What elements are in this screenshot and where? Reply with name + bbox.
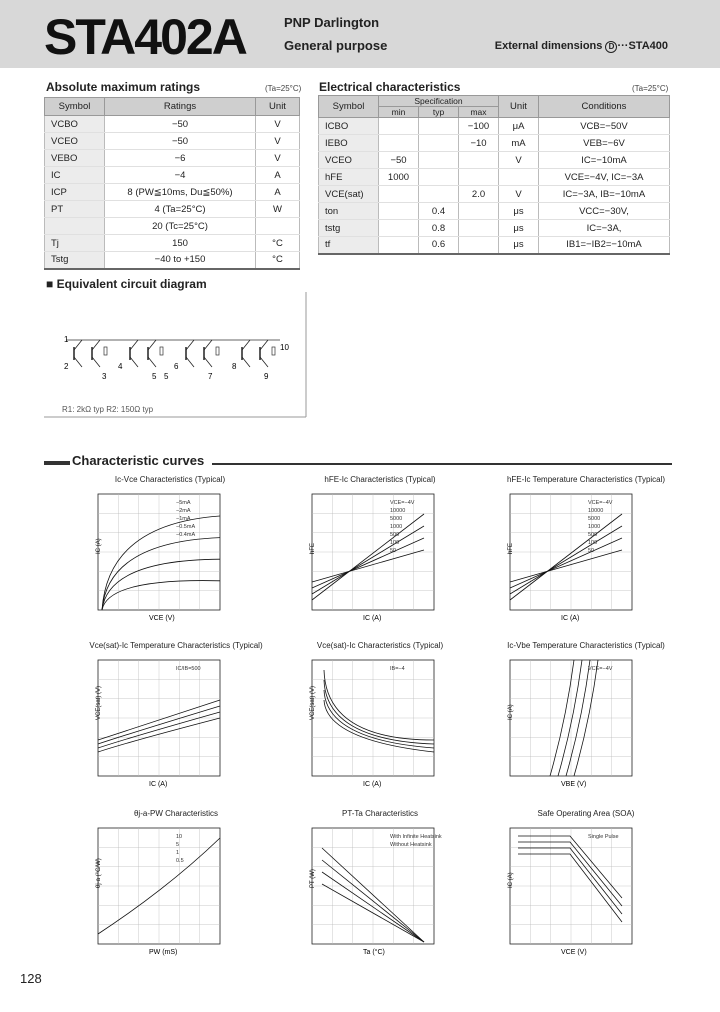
resistor — [160, 347, 163, 355]
curve-label: 50 — [588, 548, 595, 554]
x-axis-label: VCE (V) — [149, 615, 175, 622]
circuit-note: R1: 2kΩ typ R2: 150Ω typ — [62, 405, 154, 414]
abs-row — [45, 133, 300, 150]
elec-typ: 0.6 — [419, 237, 459, 254]
elec-symbol: VCE(sat) — [319, 186, 379, 203]
elec-unit: μA — [499, 118, 539, 135]
elec-max: −10 — [459, 135, 499, 152]
curve-label: −2mA — [176, 508, 191, 514]
package-d-icon: D — [605, 41, 617, 53]
curve-label: VCE=−4V — [588, 666, 613, 672]
pin-label: 10 — [280, 343, 289, 352]
abs-unit: V — [256, 133, 300, 150]
curve-label: 500 — [390, 532, 400, 538]
abs-row — [45, 235, 300, 252]
transistor-collector — [204, 340, 212, 350]
pin-label: 9 — [264, 372, 269, 381]
circuit-title: ■ Equivalent circuit diagram — [46, 277, 207, 291]
abs-row — [45, 252, 300, 269]
curve-label: Without Heatsink — [390, 842, 432, 848]
abs-symbol: Tj — [45, 235, 105, 252]
abs-header: Ratings — [105, 98, 256, 116]
elec-min: 1000 — [379, 169, 419, 186]
elec-row — [319, 203, 670, 220]
part-number: STA402A — [44, 9, 246, 65]
abs-unit: °C — [256, 252, 300, 269]
elec-unit: μs — [499, 203, 539, 220]
abs-rating: −6 — [105, 150, 256, 167]
y-axis-label: VCE(sat) (V) — [96, 685, 102, 720]
y-axis-label: IC (A) — [508, 704, 514, 720]
elec-symbol: tstg — [319, 220, 379, 237]
transistor-emitter — [92, 357, 100, 367]
abs-unit: A — [256, 167, 300, 184]
elec-max — [459, 169, 499, 186]
curve-label: 50 — [390, 548, 397, 554]
elec-symbol: IEBO — [319, 135, 379, 152]
curve-label: With Infinite Heatsink — [390, 834, 442, 840]
elec-condition: IC=−3A, — [539, 220, 670, 237]
elec-min: −50 — [379, 152, 419, 169]
abs-unit — [256, 218, 300, 235]
elec-condition: VCB=−50V — [539, 118, 670, 135]
abs-row — [45, 201, 300, 218]
elec-max: −100 — [459, 118, 499, 135]
abs-symbol: ICP — [45, 184, 105, 201]
transistor-collector — [74, 340, 82, 350]
abs-symbol: IC — [45, 167, 105, 184]
x-axis-label: IC (A) — [561, 615, 580, 622]
spec-sub: typ — [419, 107, 459, 118]
elec-table — [318, 95, 670, 255]
abs-row — [45, 116, 300, 133]
elec-unit: V — [499, 186, 539, 203]
elec-unit — [499, 169, 539, 186]
x-axis-label: VBE (V) — [561, 781, 587, 788]
chart-plot — [80, 658, 220, 798]
elec-unit: μs — [499, 237, 539, 254]
curve-label: 5 — [176, 842, 180, 848]
elec-max — [459, 237, 499, 254]
elec-typ — [419, 135, 459, 152]
curve-label: −5mA — [176, 500, 191, 506]
elec-symbol: ICBO — [319, 118, 379, 135]
chart-plot — [80, 826, 220, 966]
abs-symbol: PT — [45, 201, 105, 218]
chart-plot — [80, 492, 220, 632]
elec-min — [379, 135, 419, 152]
transistor-emitter — [148, 357, 156, 367]
elec-condition: IB1=−IB2=−10mA — [539, 237, 670, 254]
y-axis-label: IC (A) — [508, 872, 514, 888]
elec-header: Conditions — [539, 96, 670, 118]
device-type: PNP Darlington — [284, 15, 380, 30]
ext-dim-label: External dimensions — [494, 40, 603, 52]
elec-condition: VCC=−30V, — [539, 203, 670, 220]
chart-title: Safe Operating Area (SOA) — [537, 809, 635, 818]
resistor — [104, 347, 107, 355]
abs-header: Symbol — [45, 98, 105, 116]
elec-title: Electrical characteristics — [319, 80, 461, 94]
chart-title: Vce(sat)-Ic Characteristics (Typical) — [316, 641, 444, 650]
elec-header: Unit — [499, 96, 539, 118]
y-axis-label: hFE — [508, 542, 514, 554]
resistor — [272, 347, 275, 355]
elec-row — [319, 237, 670, 254]
abs-row — [45, 184, 300, 201]
spec-sub: max — [459, 107, 499, 118]
abs-symbol: VCEO — [45, 133, 105, 150]
transistor-emitter — [74, 357, 82, 367]
elec-symbol: VCEO — [319, 152, 379, 169]
curve-label: 5000 — [390, 516, 403, 522]
elec-row — [319, 152, 670, 169]
elec-typ: 0.4 — [419, 203, 459, 220]
elec-row — [319, 135, 670, 152]
abs-rating: −50 — [105, 133, 256, 150]
elec-unit: μs — [499, 220, 539, 237]
elec-typ — [419, 152, 459, 169]
abs-unit: V — [256, 150, 300, 167]
elec-typ — [419, 169, 459, 186]
circuit-diagram — [44, 292, 306, 420]
curve-label: VCE=−4V — [390, 500, 415, 506]
pin-label: 6 — [174, 362, 179, 371]
circuit-title-text: Equivalent circuit diagram — [56, 277, 207, 291]
x-axis-label: IC (A) — [149, 781, 168, 788]
abs-unit: °C — [256, 235, 300, 252]
abs-table — [44, 97, 300, 270]
elec-condition: IC=−3A, IB=−10mA — [539, 186, 670, 203]
chart-title: hFE-Ic Temperature Characteristics (Typical) — [506, 475, 666, 484]
transistor-collector — [186, 340, 194, 350]
chart-title: hFE-Ic Characteristics (Typical) — [324, 475, 436, 484]
elec-typ: 0.8 — [419, 220, 459, 237]
transistor-collector — [242, 340, 250, 350]
x-axis-label: VCE (V) — [561, 949, 587, 956]
abs-unit: A — [256, 184, 300, 201]
elec-row — [319, 118, 670, 135]
external-dimensions: External dimensions D ···STA400 — [494, 40, 668, 52]
abs-rating: 20 (Tc=25°C) — [105, 218, 256, 235]
transistor-collector — [260, 340, 268, 350]
elec-min — [379, 186, 419, 203]
resistor — [216, 347, 219, 355]
spec-sub: min — [379, 107, 419, 118]
transistor-collector — [92, 340, 100, 350]
abs-row — [45, 167, 300, 184]
abs-rating: −50 — [105, 116, 256, 133]
x-axis-label: IC (A) — [363, 781, 382, 788]
abs-unit: W — [256, 201, 300, 218]
pin-label: 4 — [118, 362, 123, 371]
curve-label: 100 — [588, 540, 598, 546]
abs-title: Absolute maximum ratings — [46, 80, 201, 94]
elec-typ — [419, 118, 459, 135]
elec-min — [379, 118, 419, 135]
chart-plot — [492, 826, 632, 966]
elec-row — [319, 169, 670, 186]
chart-plot — [294, 658, 434, 798]
pin-label: 1 — [64, 335, 69, 344]
elec-condition: IC=−10mA — [539, 152, 670, 169]
y-axis-label: IC (A) — [96, 538, 102, 554]
x-axis-label: PW (mS) — [149, 949, 178, 956]
abs-rating: −40 to +150 — [105, 252, 256, 269]
elec-symbol: ton — [319, 203, 379, 220]
x-axis-label: Ta (°C) — [363, 949, 385, 956]
elec-unit: mA — [499, 135, 539, 152]
curve-label: IB=−4 — [390, 666, 405, 672]
pin-label: 2 — [64, 362, 69, 371]
elec-max — [459, 203, 499, 220]
elec-row — [319, 220, 670, 237]
elec-max — [459, 152, 499, 169]
chart-title: PT-Ta Characteristics — [341, 809, 419, 818]
chart-title: Ic-Vbe Temperature Characteristics (Typical) — [507, 641, 665, 650]
curve-label: −0.4mA — [176, 532, 196, 538]
curve-label: IC/IB=500 — [176, 666, 201, 672]
curve-label: −0.5mA — [176, 524, 196, 530]
transistor-emitter — [204, 357, 212, 367]
curves-title: Characteristic curves — [72, 453, 205, 468]
x-axis-label: IC (A) — [363, 615, 382, 622]
chart-plot — [492, 658, 632, 798]
curve-label: −1mA — [176, 516, 191, 522]
chart-title: θj-a-PW Characteristics — [133, 809, 218, 818]
curve-label: 10000 — [390, 508, 406, 514]
transistor-collector — [148, 340, 156, 350]
elec-condition: VCE=−4V, IC=−3A — [539, 169, 670, 186]
abs-rating: 150 — [105, 235, 256, 252]
abs-symbol — [45, 218, 105, 235]
abs-rating: 4 (Ta=25°C) — [105, 201, 256, 218]
abs-symbol: VEBO — [45, 150, 105, 167]
curve-label: 500 — [588, 532, 598, 538]
transistor-collector — [130, 340, 138, 350]
abs-symbol: Tstg — [45, 252, 105, 269]
abs-rating: 8 (PW≦10ms, Du≦50%) — [105, 184, 256, 201]
abs-header: Unit — [256, 98, 300, 116]
elec-max — [459, 220, 499, 237]
curve-label: 1 — [176, 850, 180, 856]
device-purpose: General purpose — [284, 38, 388, 53]
abs-rating: −4 — [105, 167, 256, 184]
abs-unit: V — [256, 116, 300, 133]
transistor-emitter — [242, 357, 250, 367]
elec-symbol: hFE — [319, 169, 379, 186]
transistor-emitter — [186, 357, 194, 367]
pin-label: 3 — [102, 372, 107, 381]
curve-label: 0.5 — [176, 858, 184, 864]
page-number: 128 — [20, 971, 42, 986]
elec-max: 2.0 — [459, 186, 499, 203]
abs-row — [45, 218, 300, 235]
chart-title: Vce(sat)-Ic Temperature Characteristics (Typical) — [89, 641, 263, 650]
elec-unit: V — [499, 152, 539, 169]
chart-title: Ic-Vce Characteristics (Typical) — [114, 475, 226, 484]
transistor-emitter — [130, 357, 138, 367]
abs-symbol: VCBO — [45, 116, 105, 133]
elec-typ — [419, 186, 459, 203]
curve-label: 5000 — [588, 516, 601, 522]
curve-label: 1000 — [588, 524, 601, 530]
chart-plot — [492, 492, 632, 632]
y-axis-label: θj-a (°C/W) — [96, 858, 102, 888]
abs-row — [45, 150, 300, 167]
elec-header: Specification — [379, 96, 499, 107]
pin-label: 7 — [208, 372, 213, 381]
y-axis-label: hFE — [310, 542, 316, 554]
elec-min — [379, 237, 419, 254]
pin-label: 5 — [164, 372, 169, 381]
chart-plot — [294, 492, 434, 632]
curve-label: Single Pulse — [588, 834, 619, 840]
elec-min — [379, 203, 419, 220]
curve-label: 10000 — [588, 508, 604, 514]
curve-label: 10 — [176, 834, 183, 840]
elec-header: Symbol — [319, 96, 379, 118]
elec-condition: VEB=−6V — [539, 135, 670, 152]
elec-symbol: tf — [319, 237, 379, 254]
abs-cond: (Ta=25°C) — [265, 84, 302, 93]
curve-label: 1000 — [390, 524, 403, 530]
transistor-emitter — [260, 357, 268, 367]
curves-rule — [212, 463, 672, 465]
elec-row — [319, 186, 670, 203]
pin-label: 5 — [152, 372, 157, 381]
chart-plot — [294, 826, 442, 966]
elec-min — [379, 220, 419, 237]
ext-dim-code: STA400 — [628, 40, 668, 52]
elec-cond: (Ta=25°C) — [632, 84, 669, 93]
curves-bar — [44, 461, 70, 465]
y-axis-label: PT (W) — [310, 869, 316, 888]
y-axis-label: VCE(sat) (V) — [310, 685, 316, 720]
curve-label: VCE=−4V — [588, 500, 613, 506]
curve-label: 100 — [390, 540, 400, 546]
pin-label: 8 — [232, 362, 237, 371]
